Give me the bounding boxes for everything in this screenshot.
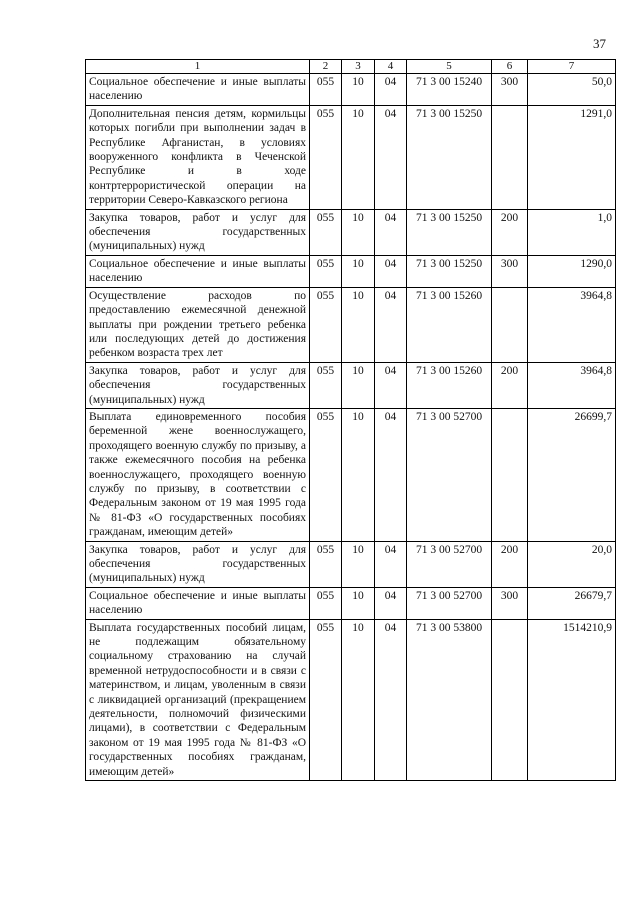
column-header: 1 (86, 60, 310, 74)
row-code: 055 (310, 619, 342, 780)
page-number: 37 (593, 36, 606, 51)
row-amount: 1291,0 (528, 105, 616, 209)
row-target-article: 71 3 00 52700 (407, 541, 492, 587)
row-target-article: 71 3 00 15240 (407, 74, 492, 106)
row-description: Социальное обеспечение и иные выплаты населению (86, 587, 310, 619)
budget-table (85, 59, 616, 781)
table-row (86, 619, 616, 780)
column-header: 7 (528, 60, 616, 74)
row-code: 055 (310, 541, 342, 587)
row-code: 055 (310, 287, 342, 362)
row-amount: 26699,7 (528, 408, 616, 541)
row-target-article: 71 3 00 15250 (407, 255, 492, 287)
row-section: 10 (342, 74, 375, 106)
row-subsection: 04 (375, 587, 407, 619)
row-amount: 3964,8 (528, 287, 616, 362)
row-description: Закупка товаров, работ и услуг для обеспечения государственных (муниципальных) нужд (86, 209, 310, 255)
row-target-article: 71 3 00 53800 (407, 619, 492, 780)
row-subsection: 04 (375, 408, 407, 541)
row-section: 10 (342, 287, 375, 362)
row-section: 10 (342, 541, 375, 587)
row-expense-type: 200 (492, 362, 528, 408)
row-expense-type: 200 (492, 209, 528, 255)
column-header: 3 (342, 60, 375, 74)
row-subsection: 04 (375, 541, 407, 587)
row-subsection: 04 (375, 287, 407, 362)
row-subsection: 04 (375, 209, 407, 255)
row-section: 10 (342, 255, 375, 287)
row-expense-type (492, 408, 528, 541)
row-section: 10 (342, 619, 375, 780)
table-row (86, 287, 616, 362)
table-row (86, 541, 616, 587)
column-number-header-row (86, 60, 616, 74)
row-description: Социальное обеспечение и иные выплаты населению (86, 74, 310, 106)
row-code: 055 (310, 105, 342, 209)
row-subsection: 04 (375, 619, 407, 780)
row-amount: 1,0 (528, 209, 616, 255)
row-amount: 20,0 (528, 541, 616, 587)
row-description: Дополнительная пенсия детям, кормильцы которых погибли при выполнении задач в Республике Афганистан, в условиях вооруженного конфликта в Чеченской Республике и в ходе контртеррористической операции на территории Северо-Кавказского региона (86, 105, 310, 209)
table-row (86, 587, 616, 619)
row-section: 10 (342, 587, 375, 619)
row-section: 10 (342, 105, 375, 209)
row-target-article: 71 3 00 52700 (407, 408, 492, 541)
row-code: 055 (310, 587, 342, 619)
row-expense-type: 300 (492, 255, 528, 287)
column-header: 4 (375, 60, 407, 74)
table-row (86, 74, 616, 106)
row-amount: 3964,8 (528, 362, 616, 408)
row-expense-type: 300 (492, 74, 528, 106)
row-section: 10 (342, 209, 375, 255)
table-row (86, 408, 616, 541)
row-subsection: 04 (375, 74, 407, 106)
column-header: 6 (492, 60, 528, 74)
row-amount: 26679,7 (528, 587, 616, 619)
table-row (86, 105, 616, 209)
row-expense-type: 200 (492, 541, 528, 587)
row-code: 055 (310, 255, 342, 287)
row-expense-type (492, 105, 528, 209)
row-description: Осуществление расходов по предоставлению ежемесячной денежной выплаты при рождении третьего ребенка или последующих детей до достижения ребенком возраста трех лет (86, 287, 310, 362)
table-row (86, 209, 616, 255)
row-expense-type: 300 (492, 587, 528, 619)
table-row (86, 255, 616, 287)
row-amount: 1514210,9 (528, 619, 616, 780)
row-expense-type (492, 619, 528, 780)
row-description: Выплата единовременного пособия беременной жене военнослужащего, проходящего военную службу по призыву, а также ежемесячного пособия на ребенка военнослужащего, проходящего военную службу по призыву, в соответствии с Федеральным законом от 19 мая 1995 года № 81-ФЗ «О государственных пособиях гражданам, имеющим детей» (86, 408, 310, 541)
row-subsection: 04 (375, 362, 407, 408)
row-amount: 1290,0 (528, 255, 616, 287)
row-target-article: 71 3 00 15260 (407, 287, 492, 362)
row-section: 10 (342, 408, 375, 541)
row-code: 055 (310, 362, 342, 408)
row-description: Закупка товаров, работ и услуг для обеспечения государственных (муниципальных) нужд (86, 362, 310, 408)
row-subsection: 04 (375, 105, 407, 209)
row-section: 10 (342, 362, 375, 408)
row-target-article: 71 3 00 15250 (407, 209, 492, 255)
row-target-article: 71 3 00 15260 (407, 362, 492, 408)
row-amount: 50,0 (528, 74, 616, 106)
row-target-article: 71 3 00 15250 (407, 105, 492, 209)
row-code: 055 (310, 209, 342, 255)
row-expense-type (492, 287, 528, 362)
table-row (86, 362, 616, 408)
row-target-article: 71 3 00 52700 (407, 587, 492, 619)
row-code: 055 (310, 74, 342, 106)
row-subsection: 04 (375, 255, 407, 287)
column-header: 5 (407, 60, 492, 74)
column-header: 2 (310, 60, 342, 74)
row-description: Закупка товаров, работ и услуг для обеспечения государственных (муниципальных) нужд (86, 541, 310, 587)
row-code: 055 (310, 408, 342, 541)
row-description: Социальное обеспечение и иные выплаты населению (86, 255, 310, 287)
row-description: Выплата государственных пособий лицам, не подлежащим обязательному социальному страхованию на случай временной нетрудоспособности и в связи с материнством, и лицам, уволенным в связи с ликвидацией организаций (прекращением деятельности, полномочий физическими лицами), в соответствии с Федеральным законом от 19 мая 1995 года № 81-ФЗ «О государственных пособиях гражданам, имеющим детей» (86, 619, 310, 780)
